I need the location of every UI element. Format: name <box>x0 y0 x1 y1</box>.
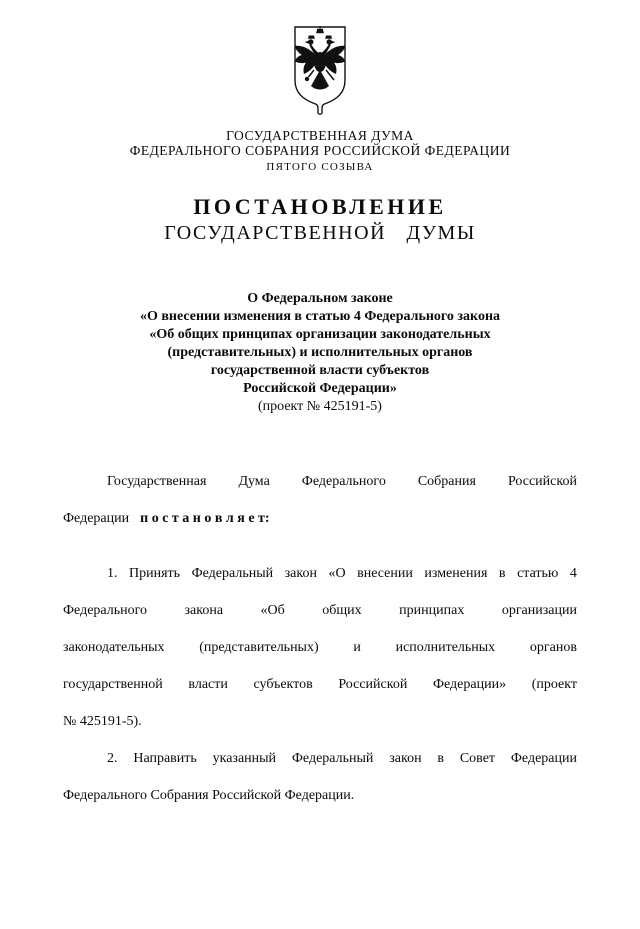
body-line: 2. Направить указанный Федеральный закон в Совет Федерации <box>107 751 577 766</box>
body-line: законодательных (представительных) и исполнительных органов <box>63 640 577 655</box>
subject-block <box>0 290 640 416</box>
letterhead-org-line-1: ГОСУДАРСТВЕННАЯ ДУМА <box>226 128 414 143</box>
paragraph-lines <box>63 740 577 814</box>
subject-line: О Федеральном законе <box>247 291 393 306</box>
body-line <box>63 500 577 537</box>
paragraph-lines <box>63 463 577 500</box>
subject-line: государственной власти субъектов <box>210 363 430 378</box>
body-text <box>63 463 577 814</box>
body-line: Федерального Собрания Российской Федерации. <box>63 788 355 803</box>
subject-line: «Об общих принципах организации законодательных <box>149 327 491 342</box>
letterhead-org-line-2: ФЕДЕРАЛЬНОГО СОБРАНИЯ РОССИЙСКОЙ ФЕДЕРАЦИИ <box>129 143 511 158</box>
body-line: № 425191-5). <box>63 714 142 729</box>
document-title-line-1: ПОСТАНОВЛЕНИЕ <box>193 194 447 219</box>
russian-coat-of-arms-icon <box>288 24 352 116</box>
subject-line: «О внесении изменения в статью 4 Федерального закона <box>139 309 501 324</box>
document-title-line-2: ГОСУДАРСТВЕННОЙ ДУМЫ <box>164 222 476 244</box>
body-paragraph-resolves <box>63 463 577 537</box>
subject-line: Российской Федерации» <box>243 381 397 396</box>
body-line: Государственная Дума Федерального Собрания Российской <box>107 474 577 489</box>
letterhead-convocation-line: ПЯТОГО СОЗЫВА <box>266 161 374 173</box>
body-paragraph-item-1 <box>63 555 577 740</box>
subject-project-number-line: (проект № 425191-5) <box>258 399 382 414</box>
resolves-lead-text: Федерации <box>63 511 130 526</box>
resolves-keyword: п о с т а н о в л я е т: <box>140 511 270 526</box>
body-line: государственной власти субъектов Российской Федерации» (проект <box>63 677 577 692</box>
document-page <box>0 24 640 929</box>
paragraph-lines <box>63 555 577 740</box>
body-paragraph-item-2 <box>63 740 577 814</box>
body-line: Федерального закона «Об общих принципах организации <box>63 603 577 618</box>
body-line: 1. Принять Федеральный закон «О внесении изменения в статью 4 <box>107 566 577 581</box>
subject-line: (представительных) и исполнительных органов <box>167 345 473 360</box>
